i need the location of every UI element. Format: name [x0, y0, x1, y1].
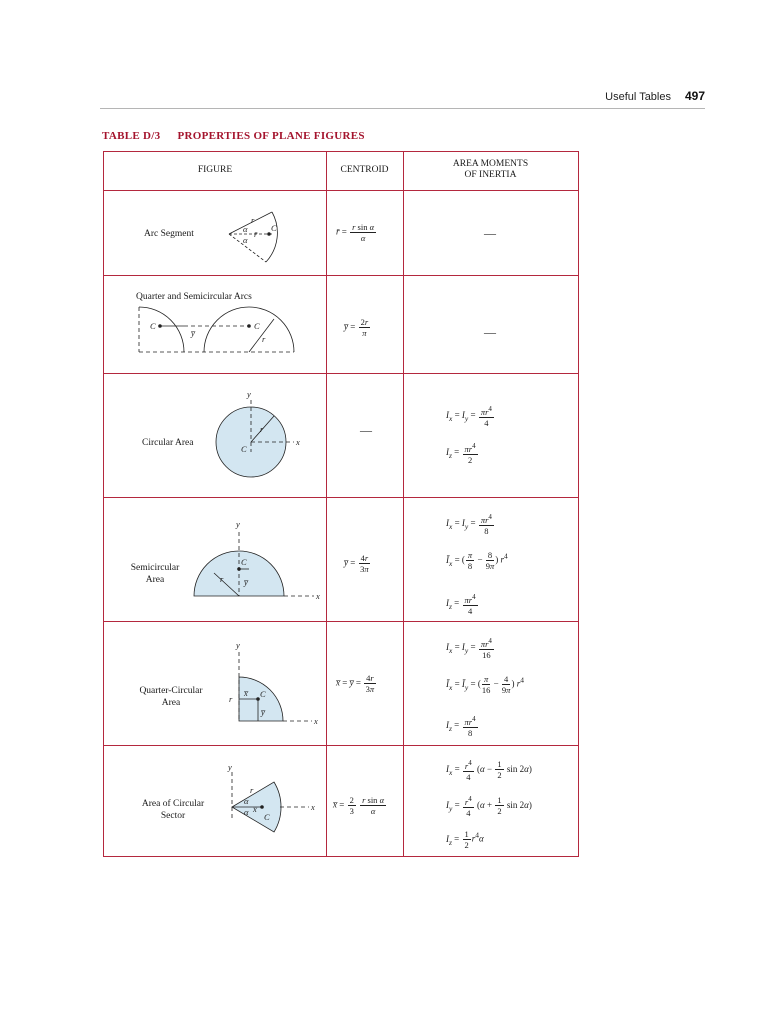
- svg-text:r: r: [220, 574, 224, 584]
- svg-text:y: y: [228, 762, 232, 772]
- svg-text:x: x: [311, 802, 315, 812]
- moment-sector-ix: $I_x$ = $\frac{r^4}{4}$ (α − $\frac{1}{2}$ sin 2α): [446, 759, 532, 782]
- label-semicircular-line1: Semicircular: [130, 563, 180, 573]
- table-id: TABLE D/3: [102, 130, 161, 142]
- svg-text:y̅: y̅: [244, 577, 248, 587]
- table-title: [102, 130, 379, 142]
- column-header-moments-line1: AREA MOMENTS: [452, 159, 529, 169]
- moment-quarter-ix-bar: $Ī_x$ = $Ī_y$ = ( $\frac{\pi}{16}$ − $\frac{4}{9\pi}$ ) $r^4$: [446, 674, 524, 695]
- svg-text:x: x: [316, 591, 320, 601]
- arc-segment-figure: [229, 212, 277, 262]
- moment-circular-iz: $I_z$ = $\frac{\pi r^4}{2}$: [446, 442, 476, 465]
- label-quarter-line2: Area: [161, 698, 181, 708]
- centroid-circular: —: [360, 423, 372, 437]
- moments-arcs: —: [484, 325, 496, 339]
- svg-text:x: x: [296, 437, 300, 447]
- circular-area-figure: [216, 389, 300, 477]
- label-semicircular-line2: Area: [145, 575, 165, 585]
- semicircular-area-figure: [194, 519, 320, 601]
- moment-quarter-ix: $I_x = I_y$ = $\frac{\pi r^4}{16}$: [446, 637, 492, 660]
- label-sector-line1: Area of Circular: [141, 799, 205, 809]
- svg-text:r: r: [229, 694, 233, 704]
- moment-circular-ix: $I_x = I_y$ = $\frac{\pi r^4}{4}$: [446, 405, 492, 428]
- label-quarter-area: [128, 685, 214, 709]
- label-quarter-line1: Quarter-Circular: [139, 686, 203, 696]
- quarter-circular-area-figure: [229, 640, 318, 726]
- svg-text:C: C: [260, 689, 266, 699]
- moment-semicircular-ix-bar: $Ī_x$ = ( $\frac{\pi}{8}$ − $\frac{8}{9\pi}$ ) $r^4$: [446, 550, 508, 571]
- svg-text:r: r: [250, 785, 254, 795]
- svg-text:x: x: [314, 716, 318, 726]
- centroid-sector: x̅ = $\frac{2}{3}$ $\frac{\text{r sin α}}{\alpha}$: [333, 795, 385, 816]
- svg-text:α: α: [244, 796, 249, 806]
- svg-text:α: α: [244, 807, 249, 817]
- svg-text:C: C: [241, 444, 247, 454]
- table-name: PROPERTIES OF PLANE FIGURES: [177, 130, 365, 142]
- moment-sector-iz: $I_z$ = $\frac{1}{2}$ $r^4\alpha$: [446, 829, 484, 850]
- svg-text:x̅: x̅: [253, 804, 257, 814]
- svg-text:C: C: [241, 557, 247, 567]
- svg-text:r: r: [262, 334, 266, 344]
- moment-sector-iy: $I_y$ = $\frac{r^4}{4}$ (α + $\frac{1}{2}$ sin 2α): [446, 795, 532, 818]
- svg-text:α: α: [243, 235, 248, 245]
- column-header-figure: FIGURE: [197, 165, 233, 175]
- svg-text:C: C: [264, 812, 270, 822]
- svg-text:y: y: [247, 389, 251, 399]
- column-header-moments-line2: OF INERTIA: [464, 170, 517, 180]
- label-semicircular-area: [120, 562, 190, 586]
- svg-text:r̄: r̄: [254, 229, 258, 239]
- section-title: Useful Tables: [605, 91, 671, 103]
- svg-text:y: y: [236, 640, 240, 650]
- figures-drawing: [104, 152, 580, 858]
- svg-text:C: C: [271, 223, 277, 233]
- page-number: 497: [684, 89, 705, 103]
- moments-arc-segment: —: [484, 226, 496, 240]
- svg-text:C: C: [254, 321, 260, 331]
- svg-text:y̅: y̅: [191, 328, 195, 338]
- label-sector-area: [132, 798, 214, 822]
- svg-text:y: y: [236, 519, 240, 529]
- properties-table: [103, 151, 579, 857]
- svg-text:α: α: [243, 224, 248, 234]
- svg-text:x̅: x̅: [244, 688, 248, 698]
- arcs-figure: [139, 307, 294, 352]
- label-sector-line2: Sector: [160, 811, 186, 821]
- label-circular-area: Circular Area: [142, 438, 194, 448]
- label-arc-segment: Arc Segment: [144, 229, 194, 239]
- moment-quarter-iz: $I_z$ = $\frac{\pi r^4}{8}$: [446, 715, 476, 738]
- centroid-quarter: x̅ = y̅ = $\frac{4r}{3\pi}$: [336, 673, 375, 694]
- svg-text:r: r: [251, 215, 255, 225]
- page-header: [100, 88, 705, 109]
- circular-sector-figure: [227, 762, 315, 832]
- moment-semicircular-iz: $I_z$ = $\frac{\pi r^4}{4}$: [446, 593, 476, 616]
- svg-text:r: r: [260, 424, 264, 434]
- centroid-semicircular: y̅ = $\frac{4r}{3\pi}$: [344, 553, 369, 574]
- svg-text:y̅: y̅: [261, 707, 265, 717]
- column-header-centroid: CENTROID: [340, 165, 389, 175]
- label-arcs: Quarter and Semicircular Arcs: [136, 292, 252, 302]
- svg-text:C: C: [150, 321, 156, 331]
- centroid-arc-segment: r̄ = $\frac{\text{r sin α}}{\alpha}$: [336, 222, 375, 243]
- centroid-arcs: y̅ = $\frac{2r}{\pi}$: [344, 317, 369, 338]
- moment-semicircular-ix: $I_x = I_y$ = $\frac{\pi r^4}{8}$: [446, 513, 492, 536]
